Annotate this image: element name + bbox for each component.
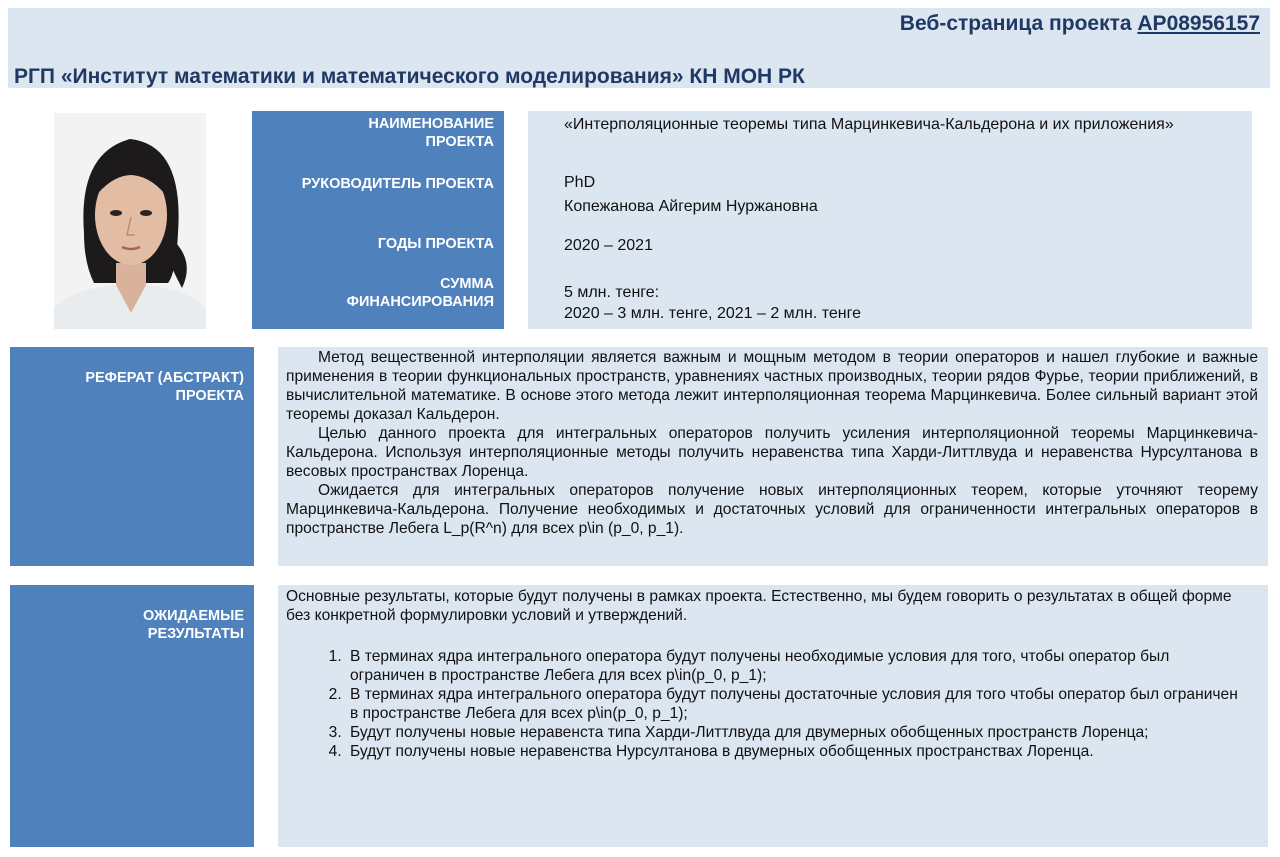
project-code-link[interactable]: AP08956157 <box>1137 12 1260 35</box>
abstract-text <box>286 348 1258 538</box>
organization-title: РГП «Институт математики и математического моделирования» КН МОН РК <box>14 65 805 88</box>
abstract-label-box <box>10 347 254 566</box>
results-list <box>286 647 1246 761</box>
leader-photo <box>54 113 206 329</box>
value-funding-breakdown: 2020 – 3 млн. тенге, 2021 – 2 млн. тенге <box>564 305 861 322</box>
label-expected-results: ОЖИДАЕМЫЕ РЕЗУЛЬТАТЫ <box>142 608 244 642</box>
value-leader-degree: PhD <box>564 174 596 191</box>
value-leader-name: Копежанова Айгерим Нуржановна <box>564 198 818 215</box>
results-label-box <box>10 585 254 847</box>
results-list-item: 1. В терминах ядра интегрального оператора будут получены необходимые условия для того, чтобы оператор был ограничен в пространстве Лебега для всех p\in(p_0, p_1); <box>346 647 1246 685</box>
label-project-funding: СУММА ФИНАНСИРОВАНИЯ <box>346 276 494 310</box>
results-text <box>286 587 1246 761</box>
results-list-item: 3. Будут получены новые неравенста типа Харди-Литтлвуда для двумерных обобщенных пространств Лоренца; <box>346 723 1246 742</box>
header-band <box>8 8 1270 88</box>
label-project-leader: РУКОВОДИТЕЛЬ ПРОЕКТА <box>301 176 494 192</box>
web-page-link[interactable] <box>900 12 1260 36</box>
portrait-image <box>54 113 206 329</box>
value-project-name: «Интерполяционные теоремы типа Марцинкевича-Кальдерона и их приложения» <box>564 116 1174 133</box>
label-project-years: ГОДЫ ПРОЕКТА <box>377 236 494 252</box>
label-project-name: НАИМЕНОВАНИЕ ПРОЕКТА <box>368 116 494 150</box>
value-project-years: 2020 – 2021 <box>564 237 653 254</box>
abstract-paragraph: Целью данного проекта для интегральных операторов получить усиления интерполяционной теоремы Марцинкевича-Кальдерона. Используя интерполяционные методы получить неравенства типа Харди-Литтлвуда и неравенства Нурсултанова в весовых пространствах Лоренца. <box>286 425 1258 480</box>
label-abstract: РЕФЕРАТ (АБСТРАКТ) ПРОЕКТА <box>85 370 244 404</box>
abstract-paragraph: Ожидается для интегральных операторов получение новых интерполяционных теорем, которые уточняют теорему Марцинкевича-Кальдерона. Получение необходимых и достаточных условий для ограниченности интегральных операторов в пространстве Лебега L_p(R^n) для всех p\in (p_0, p_1). <box>286 482 1258 537</box>
results-list-item: 2. В терминах ядра интегрального оператора будут получены достаточные условия для того чтобы оператор был ограничен в пространстве Лебега для всех p\in(p_0, p_1); <box>346 685 1246 723</box>
results-list-item: 4. Будут получены новые неравенства Нурсултанова в двумерных обобщенных пространствах Лоренца. <box>346 742 1246 761</box>
abstract-paragraph: Метод вещественной интерполяции является важным и мощным методом в теории операторов и нашел глубокие и важные применения в теории функциональных пространств, уравнениях частных производных, теории рядов Фурье, теории приближений, в вычислительной математике. В основе этого метода лежит интерполяционная теорема Марцинкевича. Более сильный вариант этой теоремы доказал Кальдерон. <box>286 349 1258 423</box>
project-info-labels <box>252 111 504 329</box>
project-info-values <box>528 111 1252 329</box>
web-page-prefix: Веб-страница проекта <box>899 12 1138 35</box>
value-funding-total: 5 млн. тенге: <box>564 284 660 301</box>
results-intro: Основные результаты, которые будут получены в рамках проекта. Естественно, мы будем говорить о результатах в общей форме без конкретной формулировки условий и утверждений. <box>286 588 1232 624</box>
